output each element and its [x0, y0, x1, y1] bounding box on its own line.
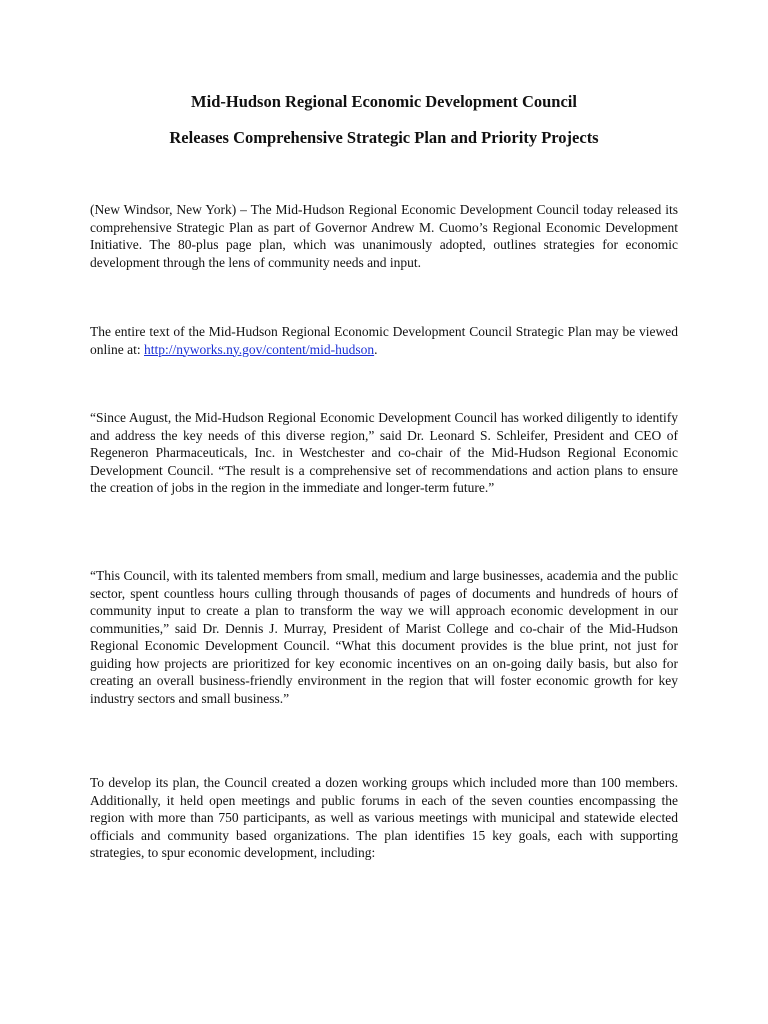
strategic-plan-link[interactable]: http://nyworks.ny.gov/content/mid-hudson: [144, 341, 375, 357]
paragraph-intro: (New Windsor, New York) – The Mid-Hudson Regional Economic Development Council today released its comprehensive Strategic Plan as part of Governor Andrew M. Cuomo’s Regional Economic Development Initiative. The 80-plus page plan, which was unanimously adopted, outlines strategies for economic development through the lens of community needs and input.: [90, 202, 678, 270]
paragraph-schleifer-quote: “Since August, the Mid-Hudson Regional Economic Development Council has worked diligently to identify and address the key needs of this diverse region,” said Dr. Leonard S. Schleifer, President and CEO of Regeneron Pharmaceuticals, Inc. in Westchester and co-chair of the Mid-Hudson Regional Economic Development Council. “The result is a comprehensive set of recommendations and action plans to ensure the creation of jobs in the region in the immediate and longer-term future.”: [90, 410, 678, 495]
paragraph-plan-link-end: .: [374, 341, 378, 357]
paragraph-plan-link: [90, 323, 678, 358]
paragraph-murray-quote: “This Council, with its talented members from small, medium and large businesses, academia and the public sector, spent countless hours culling through thousands of pages of documents and hundreds of hours of community input to create a plan to transform the way we will approach economic development in our communities,” said Dr. Dennis J. Murray, President of Marist College and co-chair of the Mid-Hudson Regional Economic Development Council. “What this document provides is the blue print, not just for guiding how projects are prioritized for key economic incentives on an on-going daily basis, but also for creating an overall business-friendly environment in the region that will foster economic growth for key industry sectors and small business.”: [90, 568, 678, 706]
document-title-line-2: Releases Comprehensive Strategic Plan and Priority Projects: [169, 128, 599, 147]
paragraph-working-groups: To develop its plan, the Council created a dozen working groups which included more than 100 members. Additionally, it held open meetings and public forums in each of the seven counties encompassing the region with more than 750 participants, as well as various meetings with municipal and statewide elected officials and community based organizations. The plan identifies 15 key goals, each with supporting strategies, to spur economic development, including:: [90, 775, 678, 860]
paragraph-plan-link-text: The entire text of the Mid-Hudson Regional Economic Development Council Strategic Plan may be viewed online at:: [90, 324, 678, 357]
document-title-line-1: Mid-Hudson Regional Economic Development Council: [191, 92, 577, 111]
